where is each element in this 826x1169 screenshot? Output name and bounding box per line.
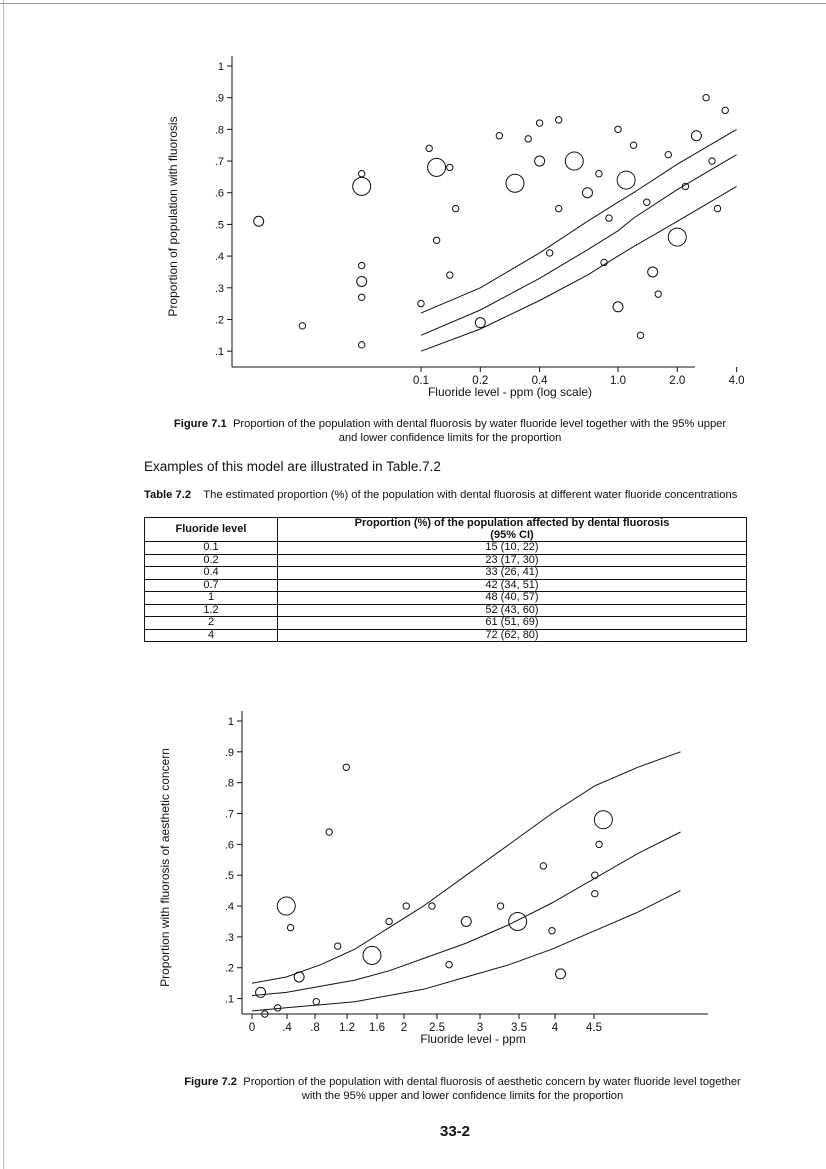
data-point [630,142,636,148]
table-row [145,579,747,592]
data-point [358,171,364,177]
table-header-row [145,518,747,542]
x-tick-label: 1.2 [339,1022,355,1034]
figure-7-1-caption [140,417,760,445]
data-point [509,912,527,930]
curve-upper [421,129,737,313]
x-tick-label: 2 [400,1022,408,1034]
table-row [145,629,747,642]
data-point [403,903,409,909]
table-caption-text: The estimated proportion (%) of the population with dental fluorosis at different water fluoride concentrations [203,489,738,501]
data-point [358,294,364,300]
curve-lower [421,186,737,351]
data-point [709,158,715,164]
y-tick-label: .8 [224,777,234,790]
data-point [358,262,364,268]
cell-fluoride-level: 2 [145,617,278,630]
table-row [145,542,747,555]
cell-proportion: 72 (62, 80) [278,629,747,642]
data-point [326,829,332,835]
data-point [275,1005,281,1011]
data-point [254,216,264,226]
top-rule [0,3,826,4]
x-tick-label: 0.1 [413,375,429,387]
figure-caption-text: Proportion of the population with dental fluorosis by water fluoride level together with the 95% upper [232,418,727,430]
data-point [428,158,446,176]
data-point [343,764,349,770]
data-point [418,300,424,306]
x-tick-label: 4.0 [728,375,745,387]
cell-proportion: 61 (51, 69) [278,617,747,630]
curve-fit [421,155,737,336]
x-tick-label: 1.6 [369,1022,385,1034]
data-point [691,131,701,141]
y-tick-label: .2 [214,314,224,327]
cell-fluoride-level: 0.2 [145,554,278,567]
data-point [277,897,295,915]
figure-7-1-chart [150,40,745,410]
y-tick-label: .6 [214,187,224,200]
data-point [447,164,453,170]
data-point [617,171,635,189]
data-point [447,272,453,278]
x-tick-label: 4 [551,1022,559,1034]
data-point [299,323,305,329]
curve-fit [252,832,681,996]
data-point [357,276,367,286]
x-axis-label: Fluoride level - ppm [420,1032,526,1046]
cell-fluoride-level: 0.4 [145,567,278,580]
table-row [145,604,747,617]
header-fluoride-level: Fluoride level [145,518,278,542]
data-point [426,145,432,151]
y-tick-label: .7 [214,156,224,169]
cell-proportion: 33 (26, 41) [278,567,747,580]
cell-proportion: 15 (10, 22) [278,542,747,555]
data-point [287,924,293,930]
data-point [256,987,266,997]
data-point [429,903,435,909]
curve-upper [252,752,681,983]
data-point [665,152,671,158]
data-point [461,916,471,926]
data-point [433,237,439,243]
data-point [497,903,503,909]
y-tick-label: .9 [224,746,234,759]
cell-fluoride-level: 0.1 [145,542,278,555]
figure-caption-label: Figure 7.1 [173,418,227,430]
figure-caption-text-2: with the 95% upper and lower confidence limits for the proportion [301,1090,624,1102]
cell-proportion: 52 (43, 60) [278,604,747,617]
page-number: 33-2 [440,1123,471,1140]
cell-fluoride-level: 0.7 [145,579,278,592]
cell-fluoride-level: 1 [145,592,278,605]
data-point [606,215,612,221]
data-point [353,177,371,195]
data-point [335,943,341,949]
y-axis-label: Proportion of population with fluorosis [166,116,180,317]
data-point [644,199,650,205]
x-tick-label: .8 [310,1022,320,1034]
figure-caption-label: Figure 7.2 [184,1076,238,1088]
data-point [668,228,686,246]
data-point [452,205,458,211]
y-tick-label: .8 [214,124,224,137]
data-point [703,94,709,100]
data-point [555,205,561,211]
x-tick-label: .4 [282,1022,292,1034]
x-tick-label: 3 [476,1022,484,1034]
data-point [596,841,602,847]
data-point [496,133,502,139]
data-point [525,136,531,142]
data-point [358,342,364,348]
figure-caption-text: Proportion of the population with dental fluorosis of aesthetic concern by water fluoride level together [243,1076,741,1088]
x-tick-label: 0.2 [472,375,489,387]
figure-caption-text-2: and lower confidence limits for the proportion [338,432,562,444]
table-row [145,567,747,580]
data-point [615,126,621,132]
data-point [594,811,612,829]
y-tick-label: .1 [224,993,234,1006]
data-point [546,250,552,256]
table-7-2-caption [144,489,752,502]
cell-proportion: 23 (17, 30) [278,554,747,567]
data-point [596,171,602,177]
cell-proportion: 48 (40, 57) [278,592,747,605]
x-tick-label: 2.5 [429,1022,445,1034]
fluorosis-table [144,517,747,642]
figure-7-2-caption [150,1075,775,1103]
data-point [386,918,392,924]
data-point [446,961,452,967]
y-tick-label: .2 [224,962,234,975]
y-tick-label: .6 [224,839,234,852]
header-proportion: Proportion (%) of the population affected by dental fluorosis (95% CI) [278,518,747,542]
x-tick-label: 4.5 [586,1022,602,1034]
curve-lower [252,891,681,1011]
data-point [540,863,546,869]
data-point [313,998,319,1004]
x-tick-label: 2.0 [669,375,686,387]
data-point [655,291,661,297]
x-tick-label: 0.4 [531,375,548,387]
cell-proportion: 42 (34, 51) [278,579,747,592]
data-point [556,969,566,979]
data-point [592,891,598,897]
body-paragraph: Examples of this model are illustrated in Table.7.2 [144,459,441,474]
y-tick-label: .3 [224,931,234,944]
data-point [506,174,524,192]
y-tick-label: .5 [224,870,234,883]
data-point [637,332,643,338]
table-row [145,592,747,605]
y-tick-label: 1 [227,716,234,728]
x-axis-label: Fluoride level - ppm (log scale) [427,385,593,399]
x-tick-label: 1.0 [610,375,626,387]
table-caption-label: Table 7.2 [144,489,192,501]
data-point [565,152,583,170]
y-tick-label: .7 [224,808,234,821]
y-tick-label: .4 [224,901,234,914]
y-tick-label: .9 [214,92,224,105]
data-point [475,318,485,328]
x-tick-label: 0 [248,1022,256,1034]
x-tick-label: 3.5 [511,1022,527,1034]
y-tick-label: 1 [217,61,224,73]
y-axis-label: Proportion with fluorosis of aesthetic concern [158,748,172,987]
data-point [613,302,623,312]
table-row [145,554,747,567]
data-point [549,928,555,934]
left-rule [3,0,4,1169]
data-point [555,117,561,123]
y-tick-label: .4 [214,251,224,264]
cell-fluoride-level: 1.2 [145,604,278,617]
figure-7-2-chart [150,700,720,1065]
data-point [722,107,728,113]
cell-fluoride-level: 4 [145,629,278,642]
data-point [363,946,381,964]
y-tick-label: .5 [214,219,224,232]
y-tick-label: .1 [214,346,224,359]
data-point [648,267,658,277]
y-tick-label: .3 [214,282,224,295]
data-point [536,120,542,126]
data-point [582,188,592,198]
table-row [145,617,747,630]
data-point [535,156,545,166]
data-point [714,205,720,211]
